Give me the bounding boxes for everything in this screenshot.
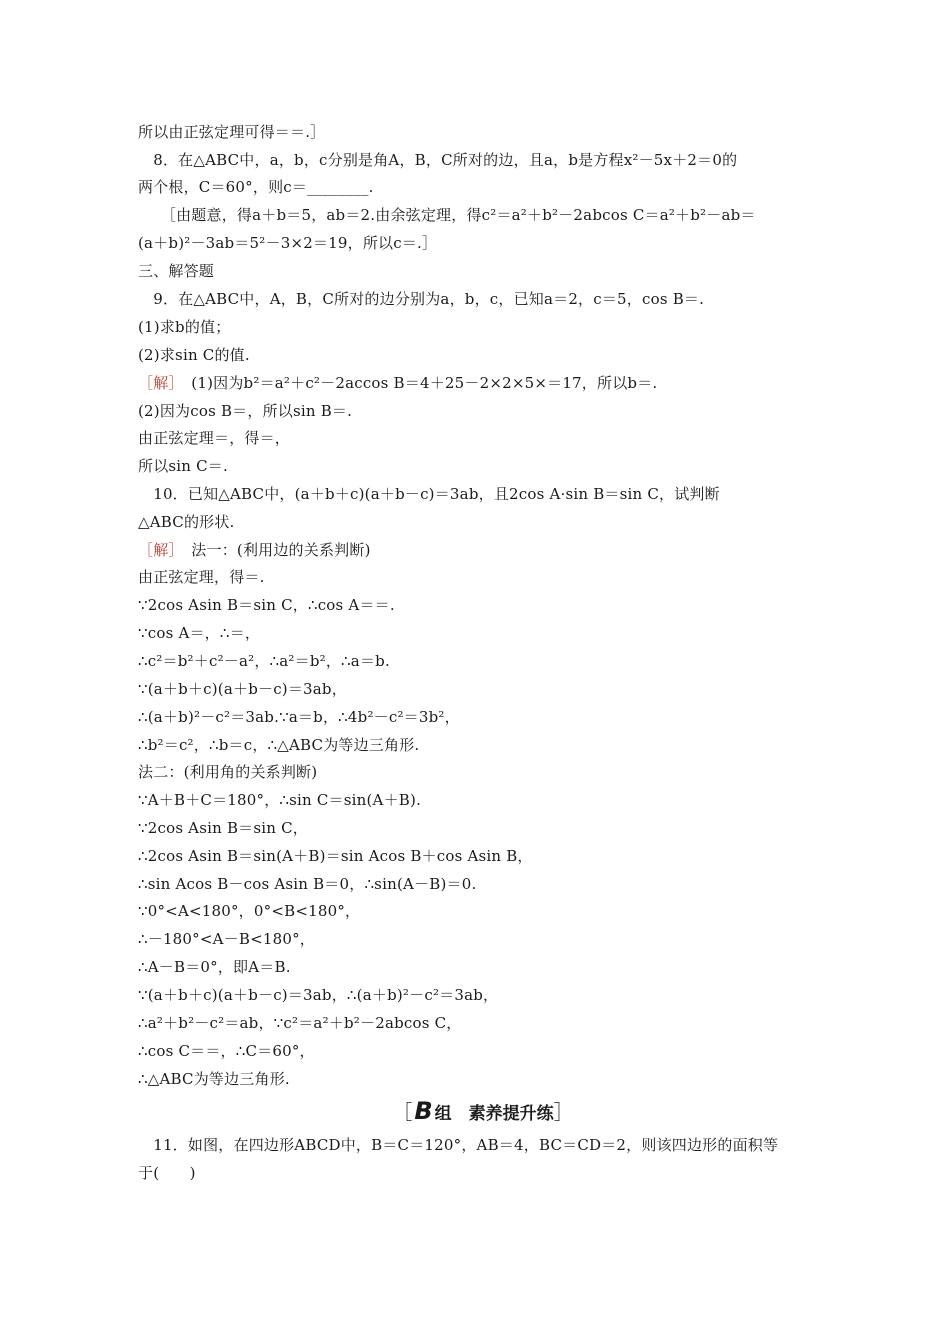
text-line: ∵2cos Asin B＝sin C，∴cos A＝＝. (138, 596, 395, 614)
text-line: (2)因为cos B＝，所以sin B＝. (138, 402, 353, 420)
text-line: ∴(a＋b)²－c²＝3ab.∵a＝b，∴4b²－c²＝3b²， (138, 708, 460, 726)
text-line: (2)求sin C的值. (138, 346, 250, 364)
text-line: ∵2cos Asin B＝sin C， (138, 819, 308, 837)
text-line: ∴A－B＝0°，即A＝B. (138, 958, 291, 976)
text-line: 所以sin C＝. (138, 457, 228, 475)
text-line: ∵A＋B＋C＝180°，∴sin C＝sin(A＋B). (138, 791, 422, 809)
text-line: 由正弦定理＝，得＝， (138, 429, 291, 447)
text-line: ∴a²＋b²－c²＝ab，∵c²＝a²＋b²－2abcos C， (138, 1014, 462, 1032)
text-line: ∵(a＋b＋c)(a＋b－c)＝3ab，∴(a＋b)²－c²＝3ab， (138, 986, 499, 1004)
text-line: ∴－180°<A－B<180°， (138, 930, 315, 948)
section-title: 组 素养提升练 (434, 1104, 554, 1124)
question-10: 10．已知△ABC中，(a＋b＋c)(a＋b－c)＝3ab，且2cos A·sin B＝sin C，试判断 (138, 485, 720, 503)
text-line: ∴cos C＝＝，∴C＝60°， (138, 1042, 315, 1060)
text-line: 两个根，C＝60°，则c＝________. (138, 178, 374, 196)
section-banner: ［B 组 素养提升练］ (392, 1097, 574, 1125)
text-line: ∵cos A＝，∴＝， (138, 624, 261, 642)
text-line: ∴b²＝c²，∴b＝c，∴△ABC为等边三角形. (138, 736, 420, 754)
section-heading: 三、解答题 (138, 262, 215, 280)
answer-8: ［由题意，得a＋b＝5，ab＝2.由余弦定理，得c²＝a²＋b²－2abcos C＝a²＋b²－ab＝ (138, 206, 756, 224)
answer-9: ［解］ (1)因为b²＝a²＋c²－2accos B＝4＋25－2×2×5×＝17，所以b＝. (138, 374, 658, 392)
answer-10: ［解］ 法一：(利用边的关系判断) (138, 541, 371, 559)
solution-tag: ［解］ (138, 374, 177, 392)
text-line: ∵0°<A<180°，0°<B<180°， (138, 902, 361, 920)
text-line: △ABC的形状. (138, 513, 235, 531)
text-line: 所以由正弦定理可得＝＝.］ (138, 123, 326, 141)
text-line: ∵(a＋b＋c)(a＋b－c)＝3ab， (138, 680, 347, 698)
text-line: ∴sin Acos B－cos Asin B＝0，∴sin(A－B)＝0. (138, 875, 477, 893)
text-line: 法二：(利用角的关系判断) (138, 763, 318, 781)
text-line: 于( ) (138, 1164, 196, 1182)
text-line: ∴△ABC为等边三角形. (138, 1070, 290, 1088)
text-line: ∴c²＝b²＋c²－a²，∴a²＝b²，∴a＝b. (138, 652, 390, 670)
question-11: 11．如图，在四边形ABCD中，B＝C＝120°，AB＝4，BC＝CD＝2，则该四边形的面积等 (138, 1136, 779, 1154)
text-line: (1)求b的值； (138, 318, 231, 336)
text-line: (a＋b)²－3ab＝5²－3×2＝19，所以c＝.］ (138, 234, 438, 252)
group-b-badge: B (414, 1097, 433, 1125)
question-8: 8．在△ABC中，a，b，c分别是角A，B，C所对的边，且a，b是方程x²－5x＋2＝0的 (138, 151, 738, 169)
solution-tag: ［解］ (138, 541, 177, 559)
text-line: 由正弦定理，得＝. (138, 568, 265, 586)
question-9: 9．在△ABC中，A，B，C所对的边分别为a，b，c，已知a＝2，c＝5，cos B＝. (138, 290, 705, 308)
text-line: ∴2cos Asin B＝sin(A＋B)＝sin Acos B＋cos Asin B， (138, 847, 533, 865)
